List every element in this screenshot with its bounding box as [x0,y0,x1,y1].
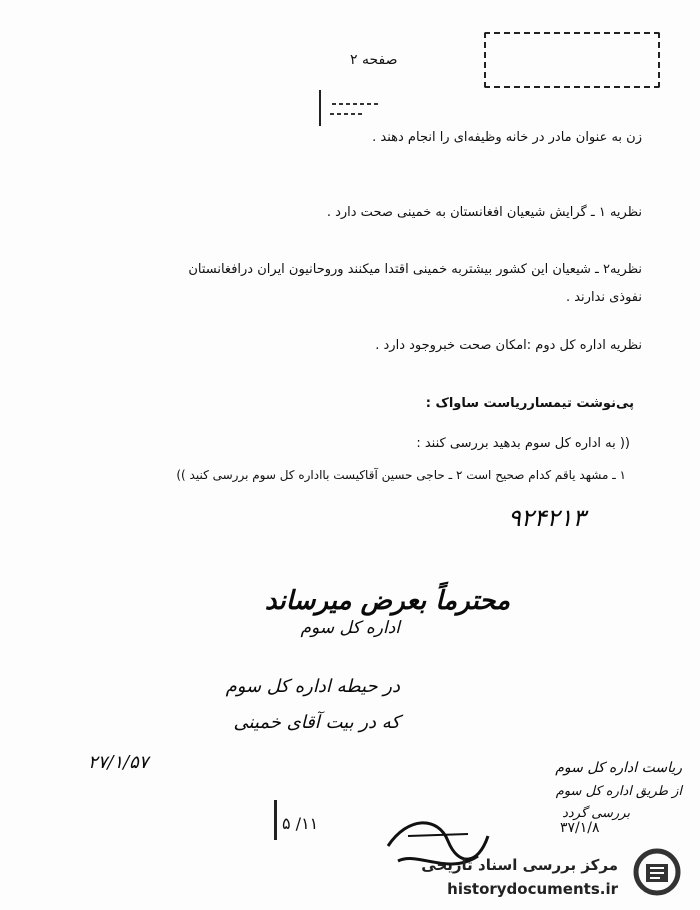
savak-chief-note-line-1: (( به اداره کل سوم بدهید بررسی کنند : [416,436,630,451]
handwritten-referral-f: از طریق اداره کل سوم [555,784,682,799]
handwritten-referral-e: ریاست اداره کل سوم [555,760,682,776]
second-directorate-opinion: نظریه اداره کل دوم :امکان صحت خبروجود دارد . [375,338,642,353]
handwritten-date: ۲۷/۱/۵۷ [88,752,149,773]
handwritten-note-c: که در بیت آقای خمینی [233,712,400,733]
signature-scribble [378,806,498,886]
savak-chief-note-heading: پی‌نوشت تیمسارریاست ساواک : [425,396,634,411]
handwritten-note-b: در حیطه اداره کل سوم [225,676,400,697]
handwritten-note-a: اداره کل سوم [300,618,400,638]
handwritten-submission: محترماً بعرض میرساند [264,586,510,616]
ink-smudge [318,88,388,128]
received-date: ۳۷/۱/۸ [560,820,600,836]
archive-logo-icon [628,848,686,896]
reference-stamp-text: ۵ /۱۱ [282,814,319,833]
opinion-1: نظریه ۱ ـ گرایش شیعیان افغانستان به خمینی صحت دارد . [326,205,642,220]
watermark-name: مرکز بررسی اسناد تاریخی [421,856,618,874]
handwritten-referral-g: بررسی گردد [562,806,630,821]
savak-chief-note-line-2: ۱ ـ مشهد یاقم کدام صحیح است ۲ ـ حاجی حسین آقاکیست بااداره کل سوم بررسی کنید )) [176,468,626,482]
header-stamp-box [484,32,660,88]
page-label: صفحه ۲ [350,52,398,68]
handwritten-number: ۹۲۴۲۱۳ [508,504,586,532]
opinion-2-continued: نفوذی ندارند . [565,290,642,305]
text-line-1: زن به عنوان مادر در خانه وظیفه‌ای را انجام دهند . [372,130,642,145]
watermark-url: historydocuments.ir [447,880,618,898]
opinion-2: نظریه۲ ـ شیعیان این کشور بیشتربه خمینی اقتدا میکنند وروحانیون ایران درافغانستان [188,262,642,277]
